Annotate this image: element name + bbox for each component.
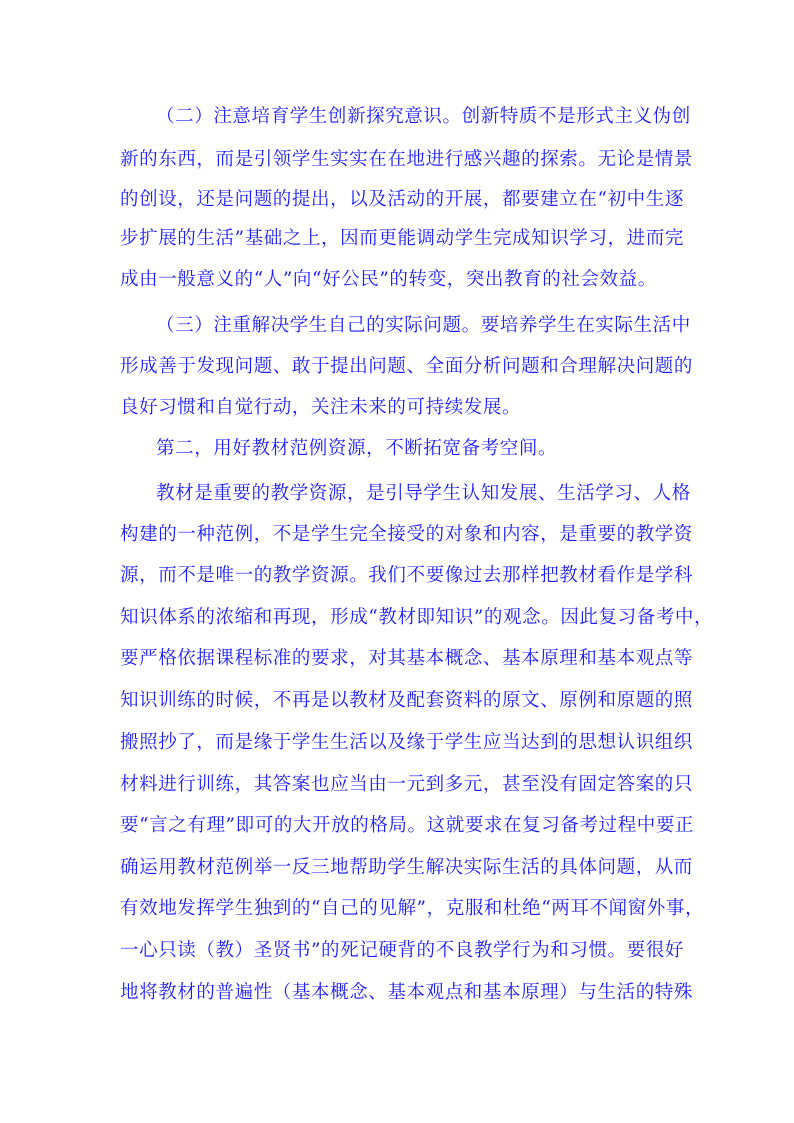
text-line: 第二，用好教材范例资源，不断拓宽备考空间。 bbox=[156, 438, 558, 459]
text-line: 有效地发挥学生独到的“自己的见解”，克服和杜绝“两耳不闻窗外事， bbox=[120, 898, 705, 919]
text-line: 新的东西，而是引领学生实实在在地进行感兴趣的探索。无论是情景 bbox=[120, 149, 694, 170]
text-line: 的创设，还是问题的提出，以及活动的开展，都要建立在“初中生逐 bbox=[120, 189, 684, 210]
text-line: 形成善于发现问题、敢于提出问题、全面分析问题和合理解决问题的 bbox=[120, 356, 694, 377]
text-line: 步扩展的生活”基础之上，因而更能调动学生完成知识学习，进而完 bbox=[120, 228, 684, 249]
text-line: 材料进行训练，其答案也应当由一元到多元，甚至没有固定答案的只 bbox=[120, 774, 694, 795]
text-line: 良好习惯和自觉行动，关注未来的可持续发展。 bbox=[120, 397, 522, 418]
text-line: 成由一般意义的“人”向“好公民”的转变，突出教育的社会效益。 bbox=[120, 269, 657, 290]
text-line: 确运用教材范例举一反三地帮助学生解决实际生活的具体问题，从而 bbox=[120, 857, 694, 878]
text-line: 构建的一种范例，不是学生完全接受的对象和内容，是重要的教学资 bbox=[120, 524, 694, 545]
text-line: 一心只读（教）圣贤书”的死记硬背的不良教学行为和习惯。要很好 bbox=[120, 940, 684, 961]
text-line: 知识体系的浓缩和再现，形成“教材即知识”的观念。因此复习备考中， bbox=[120, 607, 714, 628]
text-line: 知识训练的时候，不再是以教材及配套资料的原文、原例和原题的照 bbox=[120, 690, 694, 711]
text-line: （二）注意培育学生创新探究意识。创新特质不是形式主义伪创 bbox=[156, 106, 691, 127]
text-line: （三）注重解决学生自己的实际问题。要培养学生在实际生活中 bbox=[156, 315, 691, 336]
text-line: 搬照抄了，而是缘于学生生活以及缘于学生应当达到的思想认识组织 bbox=[120, 732, 694, 753]
text-line: 教材是重要的教学资源，是引导学生认知发展、生活学习、人格 bbox=[156, 483, 691, 504]
text-line: 地将教材的普遍性（基本概念、基本观点和基本原理）与生活的特殊 bbox=[120, 982, 694, 1003]
text-line: 要严格依据课程标准的要求，对其基本概念、基本原理和基本观点等 bbox=[120, 648, 694, 669]
text-line: 要“言之有理”即可的大开放的格局。这就要求在复习备考过程中要正 bbox=[120, 815, 695, 836]
text-line: 源，而不是唯一的教学资源。我们不要像过去那样把教材看作是学科 bbox=[120, 565, 694, 586]
